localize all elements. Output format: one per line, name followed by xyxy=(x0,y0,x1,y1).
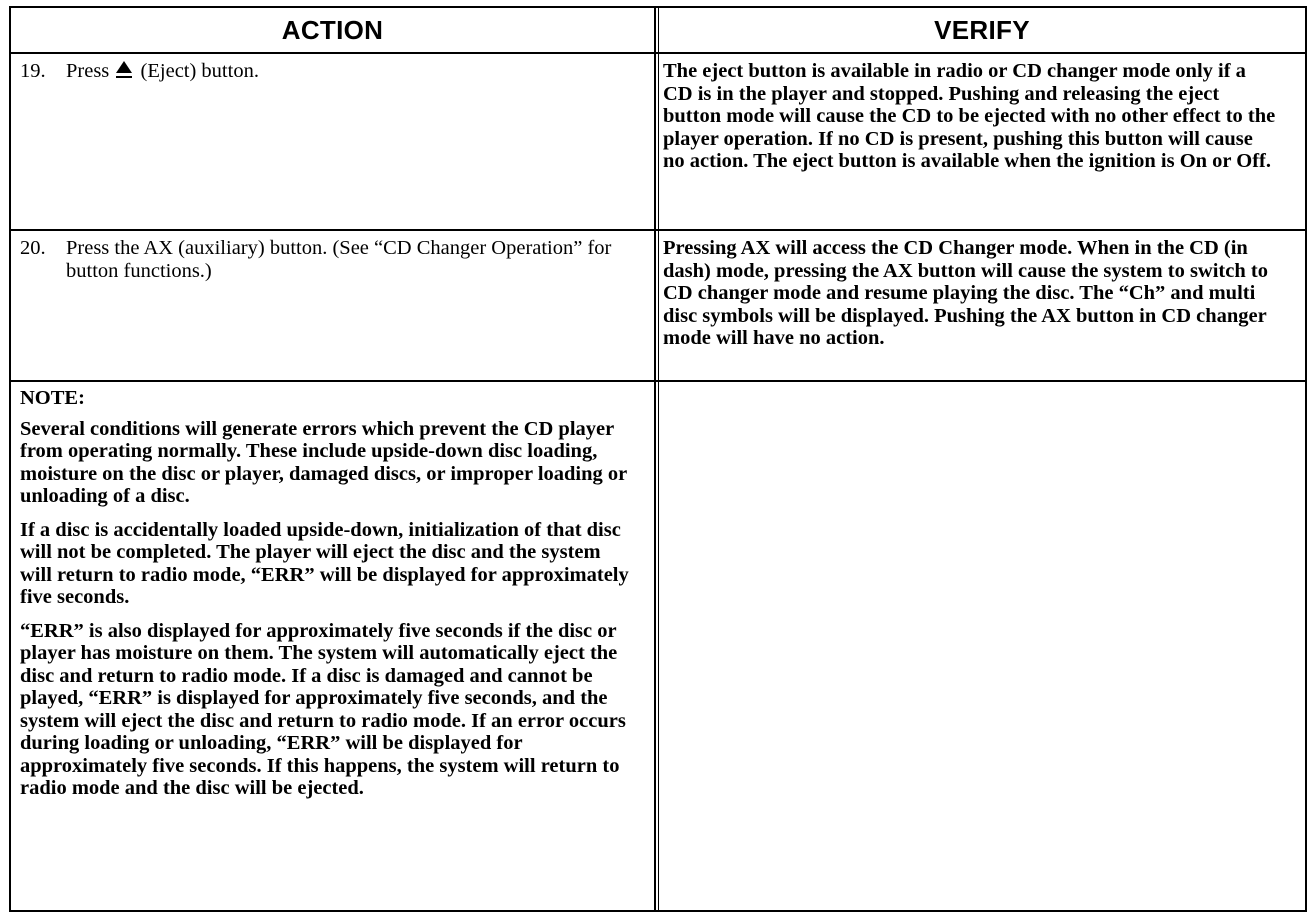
step-number: 19. xyxy=(20,60,46,82)
verify-column-header: VERIFY xyxy=(934,14,1030,45)
step-19 xyxy=(20,60,645,83)
header-rule xyxy=(11,52,1305,54)
row-20-verify-cell: Pressing AX will access the CD Changer mode. When in the CD (in dash) mode, pressing the AX button will cause the system to switch to CD changer mode and resume playing the disc. The “Ch” and multi disc symbols will be displayed. Pushing the AX button in CD changer mode will have no action. xyxy=(663,237,1268,349)
note-heading: NOTE: xyxy=(20,387,85,409)
step-action-text: Press the AX (auxiliary) button. (See “CD Changer Operation” for button functions.) xyxy=(66,237,612,282)
row-19-action-cell xyxy=(20,60,645,83)
row-20-action-cell xyxy=(20,237,645,282)
note-verify-cell-empty xyxy=(663,387,1283,887)
note-cell xyxy=(20,387,634,811)
action-column-header: ACTION xyxy=(281,14,384,45)
row-20-rule xyxy=(11,380,1305,382)
eject-icon xyxy=(115,60,133,80)
row-19-rule xyxy=(11,229,1305,231)
action-verify-table xyxy=(9,6,1307,912)
step-20 xyxy=(20,237,645,282)
step-number: 20. xyxy=(20,237,46,259)
action-text-after: (Eject) button. xyxy=(140,60,259,82)
column-divider xyxy=(654,8,656,910)
step-action-text xyxy=(66,60,645,83)
row-19-verify-cell: The eject button is available in radio or CD changer mode only if a CD is in the player and stopped. Pushing and releasing the eject button mode will cause the CD to be ejected with no other effect to the player operation. If no CD is present, pushing this button will cause no action. The eject button is available when the ignition is On or Off. xyxy=(663,60,1276,172)
note-paragraph: If a disc is accidentally loaded upside-down, initialization of that disc will not be completed. The player will eject the disc and the system will return to radio mode, “ERR” will be displayed for approximately five seconds. xyxy=(20,518,629,608)
note-paragraph: “ERR” is also displayed for approximately five seconds if the disc or player has moisture on them. The system will automatically eject the disc and return to radio mode. If a disc is damaged and cannot be played, “ERR” is displayed for approximately five seconds, and the system will eject the disc and return to radio mode. If an error occurs during loading or unloading, “ERR” will be displayed for approximately five seconds. If this happens, the system will return to radio mode and the disc will be ejected. xyxy=(20,619,626,799)
note-paragraph: Several conditions will generate errors which prevent the CD player from operating normally. These include upside-down disc loading, moisture on the disc or player, damaged discs, or improper loading or unloading of a disc. xyxy=(20,417,627,507)
column-divider-inner xyxy=(658,8,659,910)
action-text-before: Press xyxy=(66,60,110,82)
